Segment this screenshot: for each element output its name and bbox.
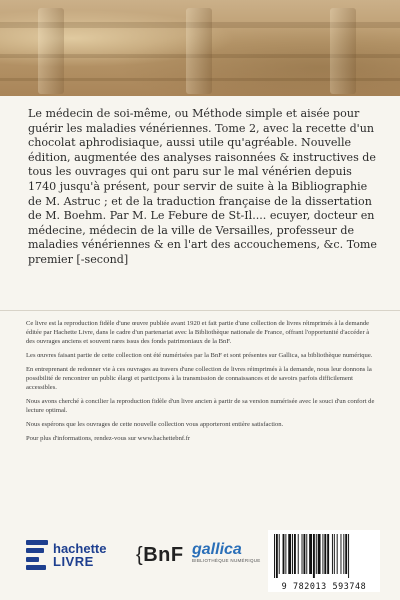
notice-paragraph-4: Nous avons cherché à concilier la reproduction fidèle d'un livre ancien à partir de sa version numérisée avec le souci d'un confort de lecture optimal.: [26, 398, 375, 415]
footer-logos: [0, 526, 400, 600]
hachette-livre-logo: [26, 540, 106, 570]
gallica-name: gallica: [192, 541, 242, 558]
section-divider: [0, 310, 400, 311]
hachette-name: hachette: [53, 541, 107, 556]
hachette-livre-label: LIVRE: [53, 554, 94, 569]
gallica-logo: [192, 542, 261, 563]
cover-artwork: [0, 0, 400, 96]
bnf-label: BnF: [143, 544, 184, 566]
hachette-mark-icon: [26, 540, 48, 570]
gallica-tagline: BIBLIOTHÈQUE NUMÉRIQUE: [192, 558, 261, 563]
book-title: Le médecin de soi-même, ou Méthode simple et aisée pour guérir les maladies vénériennes. Tome 2, avec la recette d'un chocolat aphrodisiaque, aussi utile qu'agréable. Nouvelle édition, augmentée des analyses raisonnées & instructives de tous les ouvrages qui ont paru sur le mal vénérien depuis 1740 jusqu'à présent, pour servir de suite à la Bibliographie de M. Astruc ; et de la traduction française de la dissertation de M. Boehm. Par M. Le Febure de St-Il.... ecuyer, docteur en médecine, médecin de la ville de Versailles, professeur de maladies vénériennes & en l'art des accouchemens, &c. Tome premier [-second]: [28, 107, 377, 266]
publisher-notice: [26, 319, 378, 448]
notice-paragraph-5: Nous espérons que les ouvrages de cette nouvelle collection vous apporteront entière satisfaction.: [26, 421, 284, 429]
notice-paragraph-3: En entreprenant de redonner vie à ces ouvrages au travers d'une collection de livres réimprimés à la demande, nous leur donnons la possibilité de rencontrer un public élargi et participons à la transmission de connaissances et de savoirs parfois difficilement accessibles.: [26, 366, 372, 392]
barcode-bars-icon: [268, 530, 380, 580]
isbn-barcode: [268, 530, 380, 592]
notice-paragraph-2: Les œuvres faisant partie de cette collection ont été numérisées par la BnF et sont présentes sur Gallica, sa bibliothèque numérique.: [26, 352, 373, 360]
barcode-number: 9 782013 593748: [281, 581, 367, 591]
notice-paragraph-1: Ce livre est la reproduction fidèle d'une œuvre publiée avant 1920 et fait partie d'une collection de livres réimprimés à la demande éditée par Hachette Livre, dans le cadre d'un partenariat avec la Bibliothèque nationale de France, offrant l'opportunité d'accéder à des ouvrages anciens et souvent rares issus des fonds patrimoniaux de la BnF.: [26, 320, 370, 346]
notice-paragraph-6: Pour plus d'informations, rendez-vous sur www.hachettebnf.fr: [26, 435, 191, 442]
bnf-logo: {BnF: [136, 544, 184, 566]
